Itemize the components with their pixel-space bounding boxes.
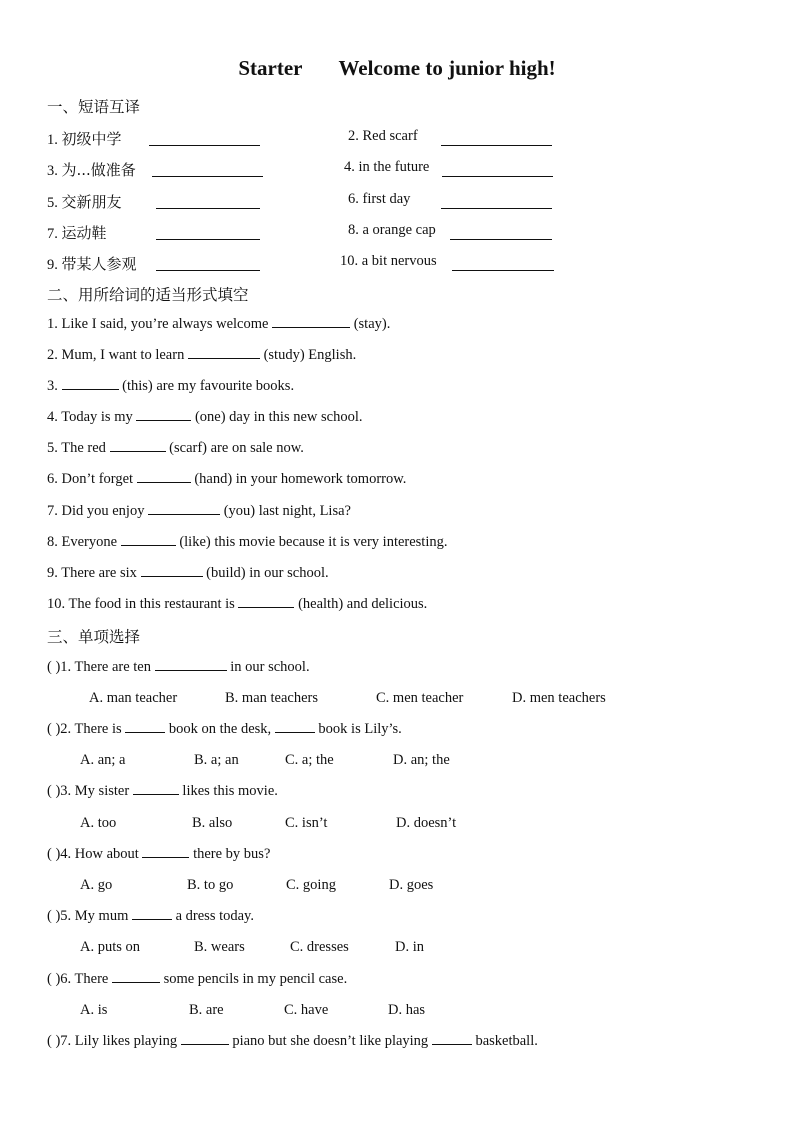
fill-blank-5[interactable]	[110, 450, 166, 452]
answer-blank-6[interactable]	[441, 207, 552, 209]
mc-blank-7a[interactable]	[181, 1043, 229, 1045]
fill-blank-1[interactable]	[272, 326, 350, 328]
phrase-item-4: 4. in the future	[344, 159, 430, 175]
mc4-option-d[interactable]: D. goes	[389, 877, 434, 893]
mc3-option-b[interactable]: B. also	[192, 815, 233, 831]
title-welcome: Welcome to junior high!	[338, 56, 556, 80]
phrase-item-6: 6. first day	[348, 191, 411, 207]
answer-blank-10[interactable]	[452, 269, 554, 271]
phrase-item-9: 9. 带某人参观	[47, 255, 137, 273]
fill-item-4: 4. Today is my (one) day in this new school.	[47, 409, 363, 425]
fill-item-1: 1. Like I said, you’re always welcome (stay).	[47, 316, 391, 332]
title-starter: Starter	[238, 56, 303, 80]
fill-item-8: 8. Everyone (like) this movie because it is very interesting.	[47, 534, 448, 550]
mc-blank-2a[interactable]	[125, 731, 165, 733]
mc3-option-d[interactable]: D. doesn’t	[396, 815, 457, 831]
fill-blank-6[interactable]	[137, 481, 191, 483]
fill-blank-8[interactable]	[121, 544, 176, 546]
fill-blank-4[interactable]	[136, 419, 191, 421]
answer-blank-5[interactable]	[156, 207, 260, 209]
mc3-option-a[interactable]: A. too	[80, 815, 117, 831]
fill-blank-2[interactable]	[188, 357, 260, 359]
mc4-option-a[interactable]: A. go	[80, 877, 113, 893]
mc5-option-c[interactable]: C. dresses	[290, 939, 349, 955]
mc5-option-b[interactable]: B. wears	[194, 939, 245, 955]
fill-blank-7[interactable]	[148, 513, 220, 515]
mc5-option-a[interactable]: A. puts on	[80, 939, 141, 955]
answer-blank-7[interactable]	[156, 238, 260, 240]
page-title	[0, 56, 794, 81]
phrase-item-2: 2. Red scarf	[348, 128, 418, 144]
mc4-option-b[interactable]: B. to go	[187, 877, 234, 893]
phrase-item-8: 8. a orange cap	[348, 222, 436, 238]
mc-blank-7b[interactable]	[432, 1043, 472, 1045]
answer-blank-3[interactable]	[152, 175, 263, 177]
phrase-item-7: 7. 运动鞋	[47, 224, 107, 242]
mc1-option-b[interactable]: B. man teachers	[225, 690, 319, 706]
answer-blank-9[interactable]	[156, 269, 260, 271]
mc2-option-a[interactable]: A. an; a	[80, 752, 126, 768]
section2-heading: 二、用所给词的适当形式填空	[47, 286, 249, 304]
fill-blank-10[interactable]	[238, 606, 294, 608]
mc-blank-2b[interactable]	[275, 731, 315, 733]
fill-blank-9[interactable]	[141, 575, 203, 577]
mc6-option-d[interactable]: D. has	[388, 1002, 426, 1018]
phrase-item-10: 10. a bit nervous	[340, 253, 437, 269]
mc2-option-d[interactable]: D. an; the	[393, 752, 450, 768]
mc2-option-c[interactable]: C. a; the	[285, 752, 334, 768]
mc-question-4: ( )4. How about there by bus?	[47, 846, 271, 862]
mc-blank-3[interactable]	[133, 793, 179, 795]
mc1-option-d[interactable]: D. men teachers	[512, 690, 606, 706]
mc2-option-b[interactable]: B. a; an	[194, 752, 239, 768]
mc-question-2: ( )2. There is book on the desk, book is Lily’s.	[47, 721, 402, 737]
mc-question-7: ( )7. Lily likes playing piano but she doesn’t like playing basketball.	[47, 1033, 538, 1049]
mc-question-3: ( )3. My sister likes this movie.	[47, 783, 278, 799]
mc6-option-c[interactable]: C. have	[284, 1002, 329, 1018]
mc-blank-6[interactable]	[112, 981, 160, 983]
section3-heading: 三、单项选择	[47, 628, 141, 646]
phrase-item-3: 3. 为...做准备	[47, 161, 136, 179]
fill-item-6: 6. Don’t forget (hand) in your homework tomorrow.	[47, 471, 407, 487]
fill-item-5: 5. The red (scarf) are on sale now.	[47, 440, 304, 456]
answer-blank-2[interactable]	[441, 144, 552, 146]
mc3-option-c[interactable]: C. isn’t	[285, 815, 328, 831]
fill-item-10: 10. The food in this restaurant is (health) and delicious.	[47, 596, 428, 612]
section1-heading: 一、短语互译	[47, 98, 141, 116]
mc6-option-a[interactable]: A. is	[80, 1002, 108, 1018]
mc-blank-1[interactable]	[155, 669, 227, 671]
mc6-option-b[interactable]: B. are	[189, 1002, 224, 1018]
phrase-item-5: 5. 交新朋友	[47, 193, 122, 211]
mc5-option-d[interactable]: D. in	[395, 939, 424, 955]
phrase-item-1: 1. 初级中学	[47, 130, 122, 148]
answer-blank-1[interactable]	[149, 144, 260, 146]
fill-blank-3[interactable]	[62, 388, 119, 390]
mc-blank-4[interactable]	[142, 856, 189, 858]
answer-blank-8[interactable]	[450, 238, 552, 240]
fill-item-7: 7. Did you enjoy (you) last night, Lisa?	[47, 503, 351, 519]
fill-item-3: 3. (this) are my favourite books.	[47, 378, 295, 394]
mc1-option-a[interactable]: A. man teacher	[89, 690, 178, 706]
fill-item-9: 9. There are six (build) in our school.	[47, 565, 329, 581]
answer-blank-4[interactable]	[442, 175, 553, 177]
mc-question-1: ( )1. There are ten in our school.	[47, 659, 310, 675]
mc-question-6: ( )6. There some pencils in my pencil case.	[47, 971, 348, 987]
mc4-option-c[interactable]: C. going	[286, 877, 336, 893]
mc1-option-c[interactable]: C. men teacher	[376, 690, 464, 706]
mc-question-5: ( )5. My mum a dress today.	[47, 908, 254, 924]
fill-item-2: 2. Mum, I want to learn (study) English.	[47, 347, 357, 363]
mc-blank-5[interactable]	[132, 918, 172, 920]
